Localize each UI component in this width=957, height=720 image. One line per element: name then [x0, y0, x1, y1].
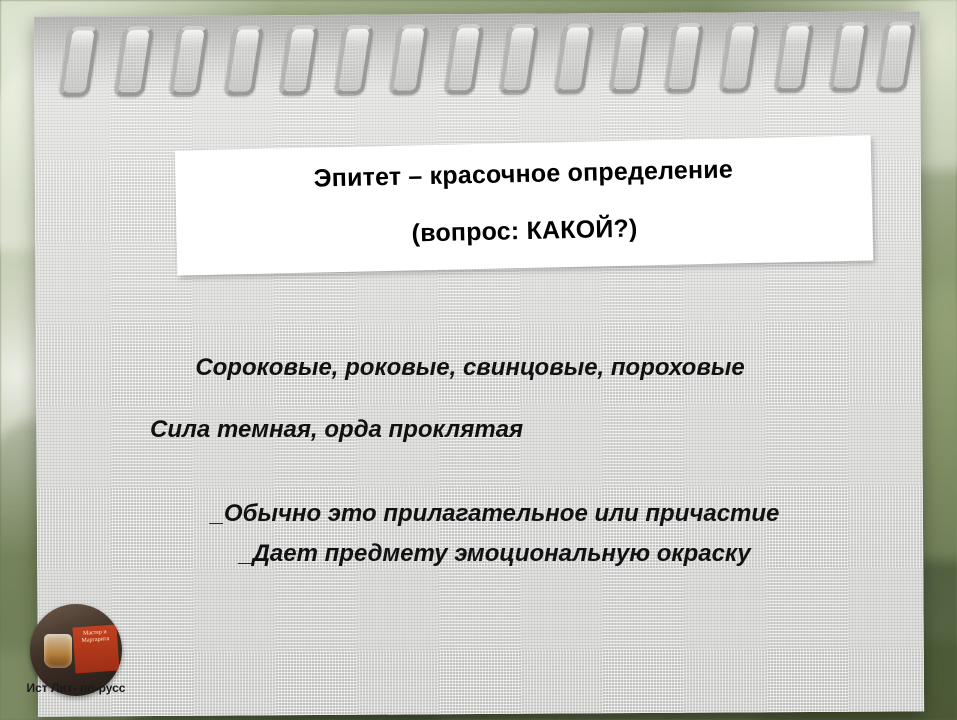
- spiral-binding: [36, 7, 923, 104]
- spiral-ring: [554, 23, 595, 93]
- spiral-ring: [169, 26, 210, 96]
- spiral-ring: [224, 25, 265, 95]
- spiral-ring: [114, 26, 155, 96]
- glass-icon: [44, 634, 72, 668]
- title-line-definition: Эпитет – красочное определение: [313, 155, 734, 193]
- corner-logo: [24, 604, 134, 712]
- spiral-ring: [279, 25, 320, 95]
- spiral-ring: [829, 22, 870, 92]
- spiral-ring: [719, 22, 760, 92]
- spiral-ring: [59, 26, 100, 96]
- body-text-block: [150, 352, 840, 570]
- spiral-ring: [664, 23, 705, 93]
- logo-caption: Ист Лит- по-русс: [26, 681, 126, 695]
- spiral-ring: [334, 25, 375, 95]
- spiral-ring: [876, 21, 917, 91]
- spiral-ring: [389, 24, 430, 94]
- body-paragraph-note-2: _Дает предмету эмоциональную окраску: [239, 539, 751, 567]
- spiral-ring: [444, 24, 485, 94]
- spiral-ring: [499, 24, 540, 94]
- body-paragraph-note-1: _Обычно это прилагательное или причастие: [210, 499, 780, 527]
- book-title-text: Мастер и Маргарита: [81, 629, 110, 644]
- title-card: [175, 135, 874, 275]
- book-icon: [72, 625, 119, 674]
- body-paragraph-example-2: Сила темная, орда проклятая: [150, 415, 524, 443]
- title-line-question: (вопрос: КАКОЙ?): [411, 214, 638, 248]
- spiral-ring: [774, 22, 815, 92]
- body-paragraph-example-1: Сороковые, роковые, свинцовые, пороховые: [195, 354, 745, 381]
- spiral-ring: [609, 23, 650, 93]
